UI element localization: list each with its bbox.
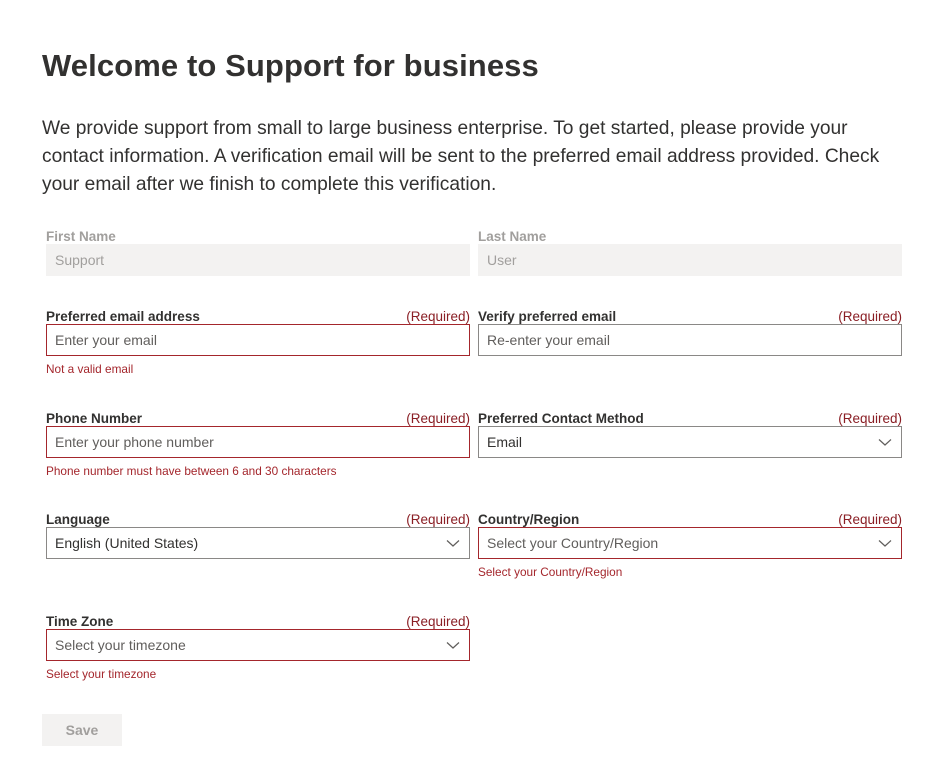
language-dropdown[interactable] — [46, 527, 470, 559]
timezone-error: Select your timezone — [46, 667, 157, 681]
required-indicator: (Required) — [406, 512, 470, 527]
country-placeholder: Select your Country/Region — [487, 535, 659, 551]
required-indicator: (Required) — [406, 309, 470, 324]
language-value: English (United States) — [55, 535, 199, 551]
required-indicator: (Required) — [838, 411, 902, 426]
language-field — [46, 512, 470, 551]
page-title: Welcome to Support for business — [42, 48, 539, 83]
phone-label: Phone Number — [46, 411, 143, 426]
contact-method-field — [478, 411, 902, 450]
chevron-down-icon — [446, 538, 460, 548]
country-error: Select your Country/Region — [478, 565, 623, 579]
preferred-email-label: Preferred email address — [46, 309, 200, 324]
last-name-input — [478, 244, 902, 276]
country-field — [478, 512, 902, 579]
language-label: Language — [46, 512, 110, 527]
preferred-email-input[interactable] — [46, 324, 470, 356]
last-name-label: Last Name — [478, 229, 547, 244]
intro-text: We provide support from small to large business enterprise. To get started, please provide your contact information. A verification email will be sent to the preferred email address provided. Check your email after we finish to complete this verification. — [42, 118, 880, 195]
required-indicator: (Required) — [838, 512, 902, 527]
first-name-label: First Name — [46, 229, 116, 244]
verify-email-input[interactable] — [478, 324, 902, 356]
timezone-field — [46, 614, 470, 681]
timezone-label: Time Zone — [46, 614, 114, 629]
timezone-placeholder: Select your timezone — [55, 637, 186, 653]
last-name-field — [478, 229, 902, 249]
save-button[interactable]: Save — [42, 714, 122, 746]
contact-method-value: Email — [487, 434, 523, 450]
chevron-down-icon — [446, 640, 460, 650]
phone-field — [46, 411, 470, 478]
chevron-down-icon — [878, 538, 892, 548]
country-label: Country/Region — [478, 512, 580, 527]
contact-method-dropdown[interactable] — [478, 426, 902, 458]
required-indicator: (Required) — [838, 309, 902, 324]
first-name-field — [46, 229, 470, 249]
timezone-dropdown[interactable] — [46, 629, 470, 661]
verify-email-field — [478, 309, 902, 329]
contact-method-label: Preferred Contact Method — [478, 411, 644, 426]
phone-error: Phone number must have between 6 and 30 characters — [46, 464, 337, 478]
preferred-email-field — [46, 309, 470, 376]
preferred-email-error: Not a valid email — [46, 362, 134, 376]
required-indicator: (Required) — [406, 411, 470, 426]
country-dropdown[interactable] — [478, 527, 902, 559]
first-name-input — [46, 244, 470, 276]
verify-email-label: Verify preferred email — [478, 309, 617, 324]
chevron-down-icon — [878, 437, 892, 447]
required-indicator: (Required) — [406, 614, 470, 629]
phone-input[interactable] — [46, 426, 470, 458]
